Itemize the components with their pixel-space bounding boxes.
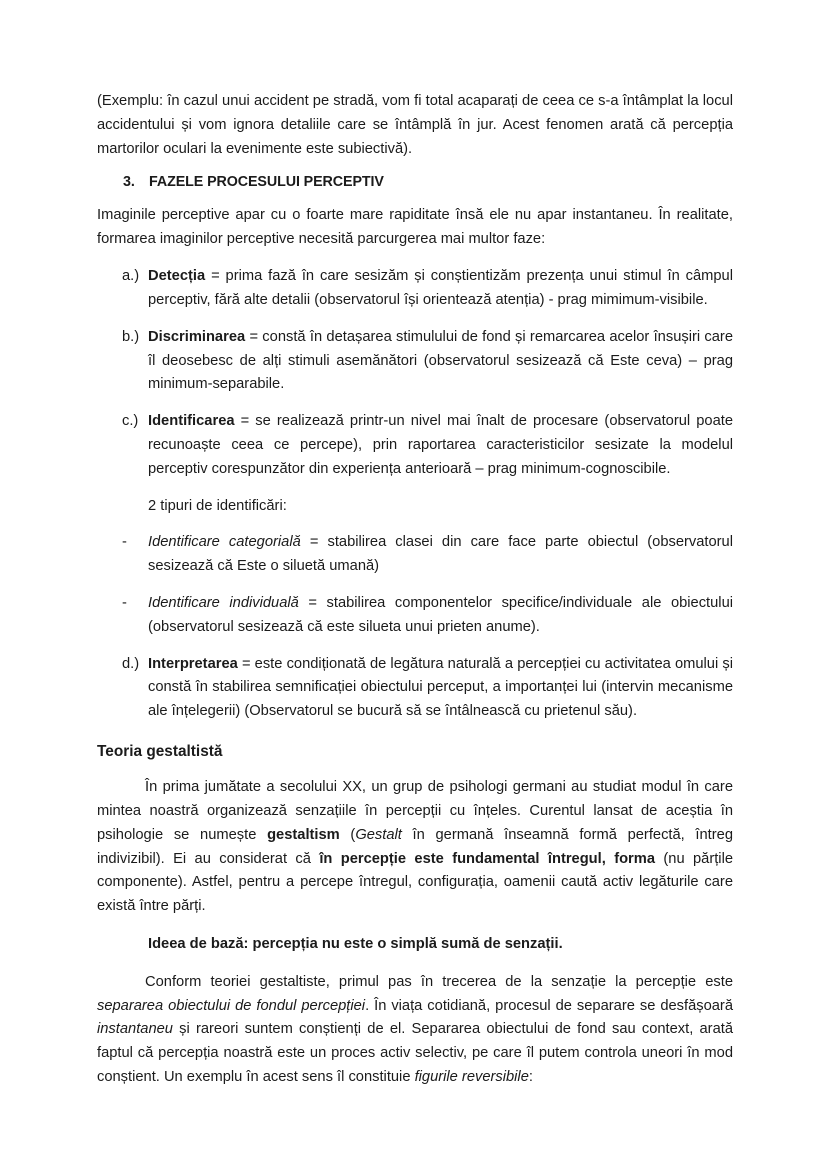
gestalt-term-separarea: separarea obiectului de fondul percepției	[97, 997, 366, 1014]
term-label: Detecția	[148, 268, 206, 285]
list-marker: a.)	[122, 268, 140, 285]
gestalt-term-instantaneu: instantaneu	[97, 1021, 173, 1038]
gestalt-p1-part2: (	[339, 826, 356, 843]
lead-paragraph: Imaginile perceptive apar cu o foarte mare rapiditate însă ele nu apar instantaneu. În realitate, formarea imaginilor perceptive necesită parcurgerea mai multor faze:	[97, 207, 733, 248]
list-marker: d.)	[122, 655, 140, 672]
gestalt-p1-part1: În prima jumătate a secolului XX, un grup de psihologi germani au studiat modul în care mintea noastră organizează senzațiile în percepții cu înțeles. Curentul lansat de aceștia în psihologie se numește	[97, 779, 733, 843]
term-body: = se realizează printr-un nivel mai înalt de procesare (observatorul poate recunoaște ceea ce percepe), prin raportarea caracteristicilor sesizate la modelul perceptiv corespunzător din experiența anterioară – prag minimum-cognoscibile.	[148, 413, 733, 477]
list-item-phase-c	[97, 410, 733, 481]
gestalt-key-idea: Ideea de bază: percepția nu este o simplă sumă de senzații.	[148, 936, 563, 953]
list-item-phase-d	[97, 653, 733, 724]
list-item-text	[148, 265, 733, 313]
list-item-phase-a	[97, 265, 733, 313]
section-heading	[97, 174, 733, 190]
gestalt-term-gestaltism: gestaltism	[267, 826, 340, 843]
intro-paragraph: (Exemplu: în cazul unui accident pe stradă, vom fi total acaparați de ceea ce s-a întâmplat la locul accidentului și vom ignora detaliile care se întâmplă în jur. Acest fenomen arată că percepția martorilor oculari la evenimente este subiectivă).	[97, 93, 733, 157]
list-marker: b.)	[122, 328, 140, 345]
list-item-text	[148, 326, 733, 397]
gestalt-p2-part1: Conform teoriei gestaltiste, primul pas în trecerea de la senzație la percepție este	[145, 973, 733, 990]
gestalt-emphasis-intregul: în percepție este fundamental întregul, forma	[319, 850, 656, 867]
term-label: Identificare categorială	[148, 534, 301, 551]
term-body: = constă în detașarea stimulului de fond și remarcarea acelor însușiri care îl deosebesc de alți stimuli asemănători (observatorul sesizează că Este ceva) – prag minimum-separabile.	[148, 328, 733, 393]
term-label: Interpretarea	[148, 655, 238, 672]
document-body	[97, 90, 733, 1090]
term-label: Identificarea	[148, 413, 235, 430]
gestalt-paragraph-2	[97, 971, 733, 1090]
gestalt-p2-part2: . În viața cotidiană, procesul de separare se desfășoară	[365, 997, 733, 1014]
term-label: Discriminarea	[148, 328, 246, 345]
gestalt-p1-part4: (nu părțile componente). Astfel, pentru a percepe întregul, configurația, oamenii caută activ legăturile care există între părți.	[97, 850, 733, 915]
section-heading-title: FAZELE PROCESULUI PERCEPTIV	[149, 174, 384, 191]
list-item-identification-categorial	[97, 531, 733, 579]
term-label: Identificare individuală	[148, 595, 299, 611]
list-item-text	[148, 653, 733, 724]
term-body: = stabilirea componentelor specifice/individuale ale obiectului (observatorul sesizează că este silueta unui prieten anume).	[148, 595, 733, 635]
gestalt-p2-part4: :	[528, 1069, 533, 1086]
term-body: = stabilirea clasei din care face parte obiectul (observatorul sesizează că Este o siluetă umană)	[148, 534, 733, 575]
list-marker: c.)	[122, 413, 139, 430]
list-item-text	[148, 531, 733, 579]
section-heading-number: 3.	[123, 174, 135, 191]
gestalt-term-gestalt: Gestalt	[355, 826, 402, 843]
dash-marker: -	[122, 595, 127, 611]
list-item-text	[148, 592, 733, 640]
list-item-phase-b	[97, 326, 733, 397]
gestalt-term-figurile-reversibile: figurile reversibile	[414, 1069, 529, 1086]
list-item-identification-individual	[97, 592, 733, 640]
list-item-text	[148, 410, 733, 481]
dash-marker: -	[122, 534, 127, 551]
identification-intro: 2 tipuri de identificări:	[148, 497, 287, 514]
gestalt-heading: Teoria gestaltistă	[97, 743, 223, 761]
term-body: = este condiționată de legătura naturală a percepției cu activitatea omului și constă în stabilirea semnificației obiectului perceput, a importanței lui (intervin mecanisme ale înțelegerii) (Observatorul se bucură să se întâlnească cu prietenul său).	[148, 655, 733, 720]
gestalt-p2-part3: și rareori suntem conștienți de el. Separarea obiectului de fond sau context, arată faptul că percepția noastră este un proces activ selectiv, pe care îl putem controla uneori în mod conștient. Un exemplu în acest sens îl constituie	[97, 1021, 733, 1086]
gestalt-p1-part3: în germană înseamnă formă perfectă, întreg indivizibil). Ei au considerat că	[97, 826, 733, 867]
term-body: = prima fază în care sesizăm și conștientizăm prezența unui stimul în câmpul perceptiv, fără alte detalii (observatorul își orientează atenția) - prag mimimum-visibile.	[148, 268, 733, 308]
gestalt-paragraph-1	[97, 776, 733, 919]
